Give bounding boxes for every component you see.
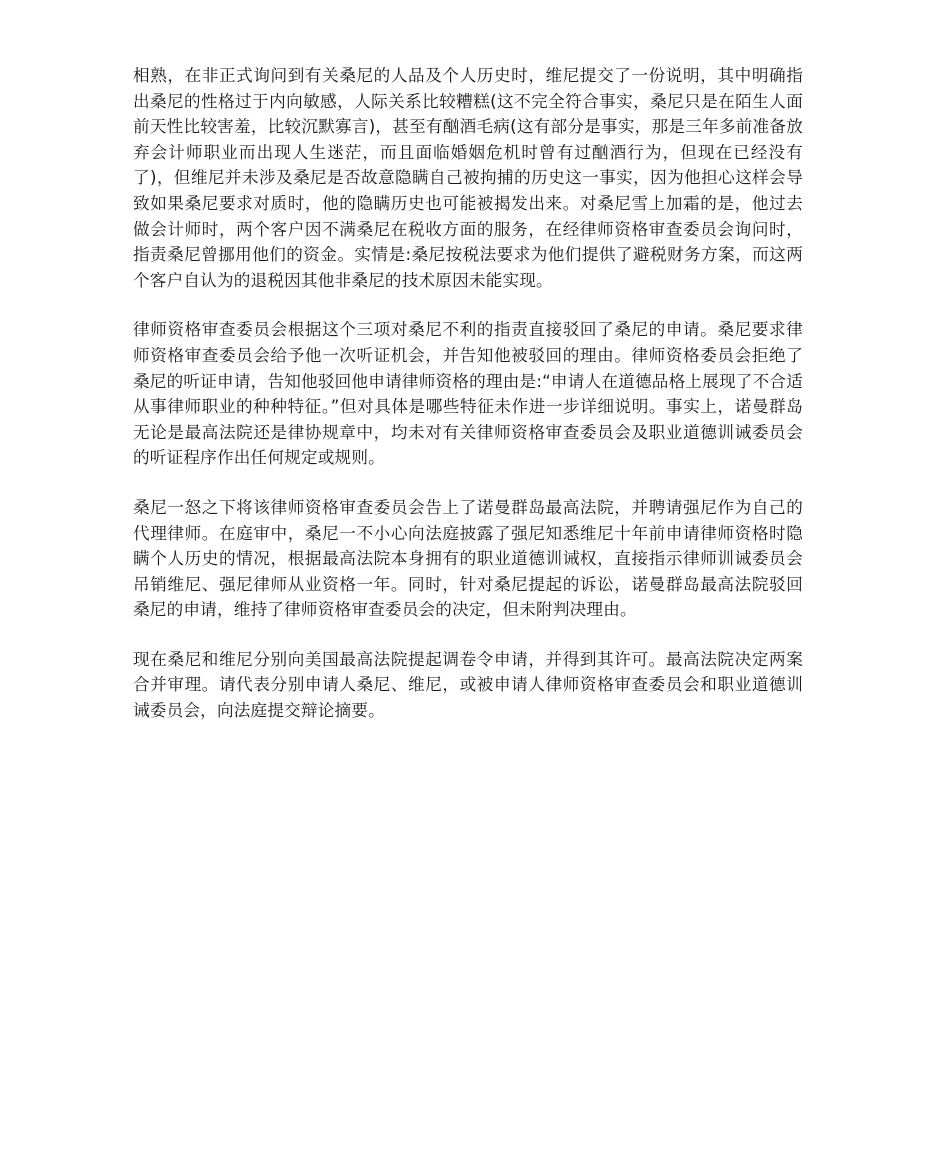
paragraph: 相熟，在非正式询问到有关桑尼的人品及个人历史时，维尼提交了一份说明，其中明确指出桑尼的性格过于内向敏感，人际关系比较糟糕(这不完全符合事实，桑尼只是在陌生人面前天性比较害羞，比较沉默寡言)，甚至有酗酒毛病(这有部分是事实，那是三年多前准备放弃会计师职业而出现人生迷茫，而且面临婚姻危机时曾有过酗酒行为，但现在已经没有了)，但维尼并未涉及桑尼是否故意隐瞒自己被拘捕的历史这一事实，因为他担心这样会导致如果桑尼要求对质时，他的隐瞒历史也可能被揭发出来。对桑尼雪上加霜的是，他过去做会计师时，两个客户因不满桑尼在税收方面的服务，在经律师资格审查委员会询问时，指责桑尼曾挪用他们的资金。实情是:桑尼按税法要求为他们提供了避税财务方案，而这两个客户自认为的退税因其他非桑尼的技术原因未能实现。 [133, 66, 803, 290]
paragraph: 现在桑尼和维尼分别向美国最高法院提起调卷令申请，并得到其许可。最高法院决定两案合并审理。请代表分别申请人桑尼、维尼，或被申请人律师资格审查委员会和职业道德训诫委员会，向法庭提交辩论摘要。 [133, 649, 803, 721]
paragraph: 桑尼一怒之下将该律师资格审查委员会告上了诺曼群岛最高法院，并聘请强尼作为自己的代理律师。在庭审中，桑尼一不小心向法庭披露了强尼知悉维尼十年前申请律师资格时隐瞒个人历史的情况，根据最高法院本身拥有的职业道德训诫权，直接指示律师训诫委员会吊销维尼、强尼律师从业资格一年。同时，针对桑尼提起的诉讼，诺曼群岛最高法院驳回桑尼的申请，维持了律师资格审查委员会的决定，但未附判决理由。 [133, 497, 803, 620]
paragraph: 律师资格审查委员会根据这个三项对桑尼不利的指责直接驳回了桑尼的申请。桑尼要求律师资格审查委员会给予他一次听证机会，并告知他被驳回的理由。律师资格委员会拒绝了桑尼的听证申请，告知他驳回他申请律师资格的理由是:“申请人在道德品格上展现了不合适从事律师职业的种种特征。”但对具体是哪些特征未作进一步详细说明。事实上，诺曼群岛无论是最高法院还是律协规章中，均未对有关律师资格审查委员会及职业道德训诫委员会的听证程序作出任何规定或规则。 [133, 320, 803, 468]
document-body [133, 63, 803, 748]
